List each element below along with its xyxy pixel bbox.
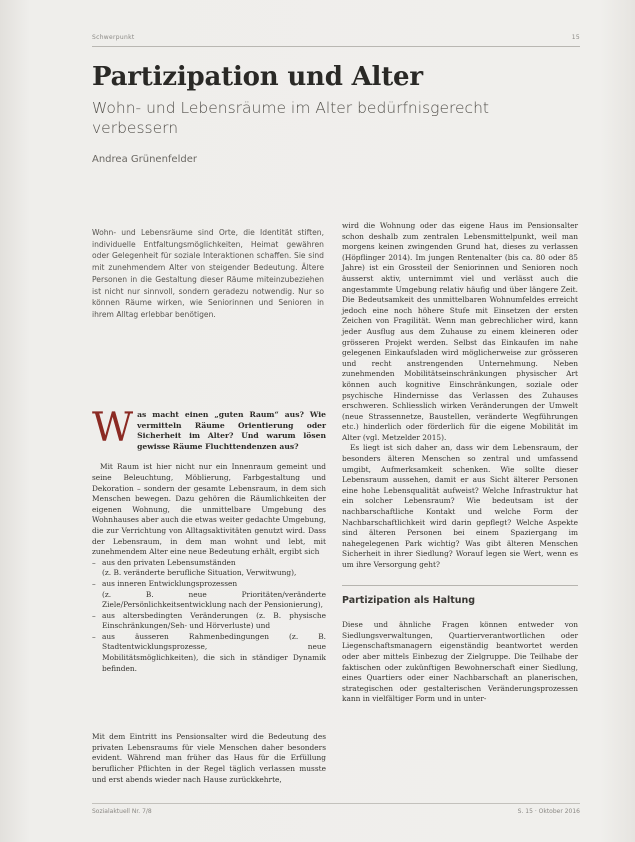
bullet-list bbox=[92, 558, 326, 675]
intro-text: as macht einen „guten Raum“ aus? Wie vermitteln Räume Orientierung oder Sicherheit im Alter? Und warum lösen gewisse Räume Fluchttendenzen aus? bbox=[137, 410, 326, 451]
section-heading: Partizipation als Haltung bbox=[342, 594, 476, 606]
page-number: 15 bbox=[571, 34, 580, 41]
footer-left: Sozialaktuell Nr. 7/8 bbox=[92, 808, 152, 815]
body-paragraph: Mit dem Eintritt ins Pensionsalter wird die Bedeutung des privaten Lebensraums für viele Menschen daher besonders evident. Während man früher das Haus für die Erfüllung beruflicher Pflichten in der Regel täglich verlassen musste und erst abends wieder nach Hause zurückkehrte, bbox=[92, 732, 326, 784]
body-paragraph: Diese und ähnliche Fragen können entweder von Siedlungsverwaltungen, Quartierverantwortlichen oder Liegenschaftsmanagern eigenständig beantwortet werden oder aber mittels Einbezug der Zielgruppe. Die Teilhabe der faktischen oder zukünftigen Bewohnerschaft einer Siedlung, eines Quartiers oder einer Nachbarschaft an planerischen, strategischen oder gestalterischen Veränderungsprozessen kann in vielfältiger Form und in unter- bbox=[342, 620, 578, 704]
left-column bbox=[92, 405, 326, 785]
list-item-main: aus den privaten Lebensumständen bbox=[102, 557, 236, 567]
body-paragraph: Es liegt ist sich daher an, dass wir dem Lebensraum, der besonders älteren Menschen so zentral und umfassend umgibt, Aufmerksamkeit schenken. Wie sollte dieser Lebensraum aussehen, damit er aus Sicht älterer Personen eine hohe Lebensqualität aufweist? Welche Infrastruktur hat ein solcher Lebensraum? Wie bedeutsam ist der nachbarschaftliche Kontakt und welche Form der Nachbarschaftlichkeit wird darin gepflegt? Welche Aspekte sind älteren Personen bei einem Spaziergang im nahegelegenen Park wichtig? Was gibt älteren Menschen Sicherheit in ihrer Siedlung? Worauf legen sie Wert, wenn es um ihre Versorgung geht? bbox=[342, 443, 578, 569]
list-item bbox=[92, 558, 326, 579]
article-subtitle: Wohn- und Lebensräume im Alter bedürfnisgerecht verbessern bbox=[92, 99, 489, 137]
section-rule bbox=[342, 585, 578, 586]
list-item-sub: (z. B. neue Prioritäten/veränderte Ziele/Persönlichkeitsentwicklung nach der Pensionierung), bbox=[102, 589, 326, 610]
list-item bbox=[92, 579, 326, 611]
right-column bbox=[342, 221, 578, 705]
abstract: Wohn- und Lebensräume sind Orte, die Identität stiften, individuelle Entfaltungsmöglichkeiten, Heimat gewähren oder Gelegenheit für soziale Interaktionen schaffen. Sie sind mit zunehmendem Alter von steigender Bedeutung. Ältere Personen in die Gestaltung dieser Räume miteinzubeziehen ist nicht nur sinnvoll, sondern geradezu notwendig. Nur so können Räume wirken, wie Seniorinnen und Senioren in ihrem Alltag erlebbar benötigen. bbox=[92, 228, 324, 319]
body-paragraph: wird die Wohnung oder das eigene Haus im Pensionsalter schon deshalb zum zentralen Lebensmittelpunkt, weil man morgens keinen zwingenden Grund hat, dieses zu verlassen (Höpflinger 2014). Im jungen Rentenalter (bis ca. 80 oder 85 Jahre) ist ein Grossteil der Seniorinnen und Senioren noch äusserst aktiv, unternimmt viel und verlässt auch die angestammte Umgebung relativ häufig und über längere Zeit. Die Bedeutsamkeit des unmittelbaren Wohnumfeldes erreicht jedoch eine noch höhere Stufe mit Einsetzen der ersten Zeichen von Fragilität. Wenn man gebrechlicher wird, kann jeder Ausflug aus dem Zuhause zu einem kleineren oder grösseren Projekt werden. Selbst das Einkaufen im nahe gelegenen Einkaufsladen wird möglicherweise zur grösseren und recht anstrengenden Unternehmung. Neben zunehmenden Mobilitätseinschränkungen physischer Art können auch kognitive Einschränkungen, soziale oder psychische Hindernisse das Verlassen des Zuhauses erschweren. Schliesslich wirken Veränderungen der Umwelt (neue Strassennetze, Baustellen, veränderte Wegführungen etc.) hinderlich oder förderlich für die eigene Mobilität im Alter (vgl. Metzelder 2015). bbox=[342, 221, 578, 442]
author-name: Andrea Grünenfelder bbox=[92, 154, 197, 165]
footer-right: S. 15 · Oktober 2016 bbox=[517, 808, 580, 815]
list-item bbox=[92, 632, 326, 674]
header-rule bbox=[92, 46, 580, 47]
list-item-main: aus äusseren Rahmenbedingungen (z. B. Stadtentwicklungsprozesse, neue Mobilitätsmöglichkeiten), die sich in ständiger Dynamik befinden. bbox=[102, 631, 326, 673]
list-item-sub: (z. B. veränderte berufliche Situation, Verwitwung), bbox=[102, 568, 297, 578]
running-head-left: Schwerpunkt bbox=[92, 34, 135, 41]
list-item bbox=[92, 611, 326, 632]
intro-paragraph bbox=[92, 405, 326, 452]
footer-rule bbox=[92, 803, 580, 804]
drop-cap: W bbox=[92, 405, 134, 451]
list-item-main: aus inneren Entwicklungsprozessen bbox=[102, 578, 238, 588]
list-item-main: aus altersbedingten Veränderungen (z. B. physische Einschränkungen/Seh- und Hörverluste) und bbox=[102, 610, 326, 631]
body-paragraph: Mit Raum ist hier nicht nur ein Innenraum gemeint und seine Beleuchtung, Möblierung, Farbgestaltung und Dekoration – sondern der gesamte Lebensraum, in dem sich Menschen bewegen. Dazu gehören die Räumlichkeiten der eigenen Wohnung, die unmittelbare Umgebung des Wohnhauses aber auch die etwas weiter gedachte Umgebung, die zur Verrichtung von Alltagsaktivitäten genutzt wird. Dass der Lebensraum, in dem man wohnt und lebt, mit zunehmendem Alter eine neue Bedeutung erhält, ergibt sich bbox=[92, 462, 326, 557]
article-title: Partizipation und Alter bbox=[92, 62, 423, 92]
